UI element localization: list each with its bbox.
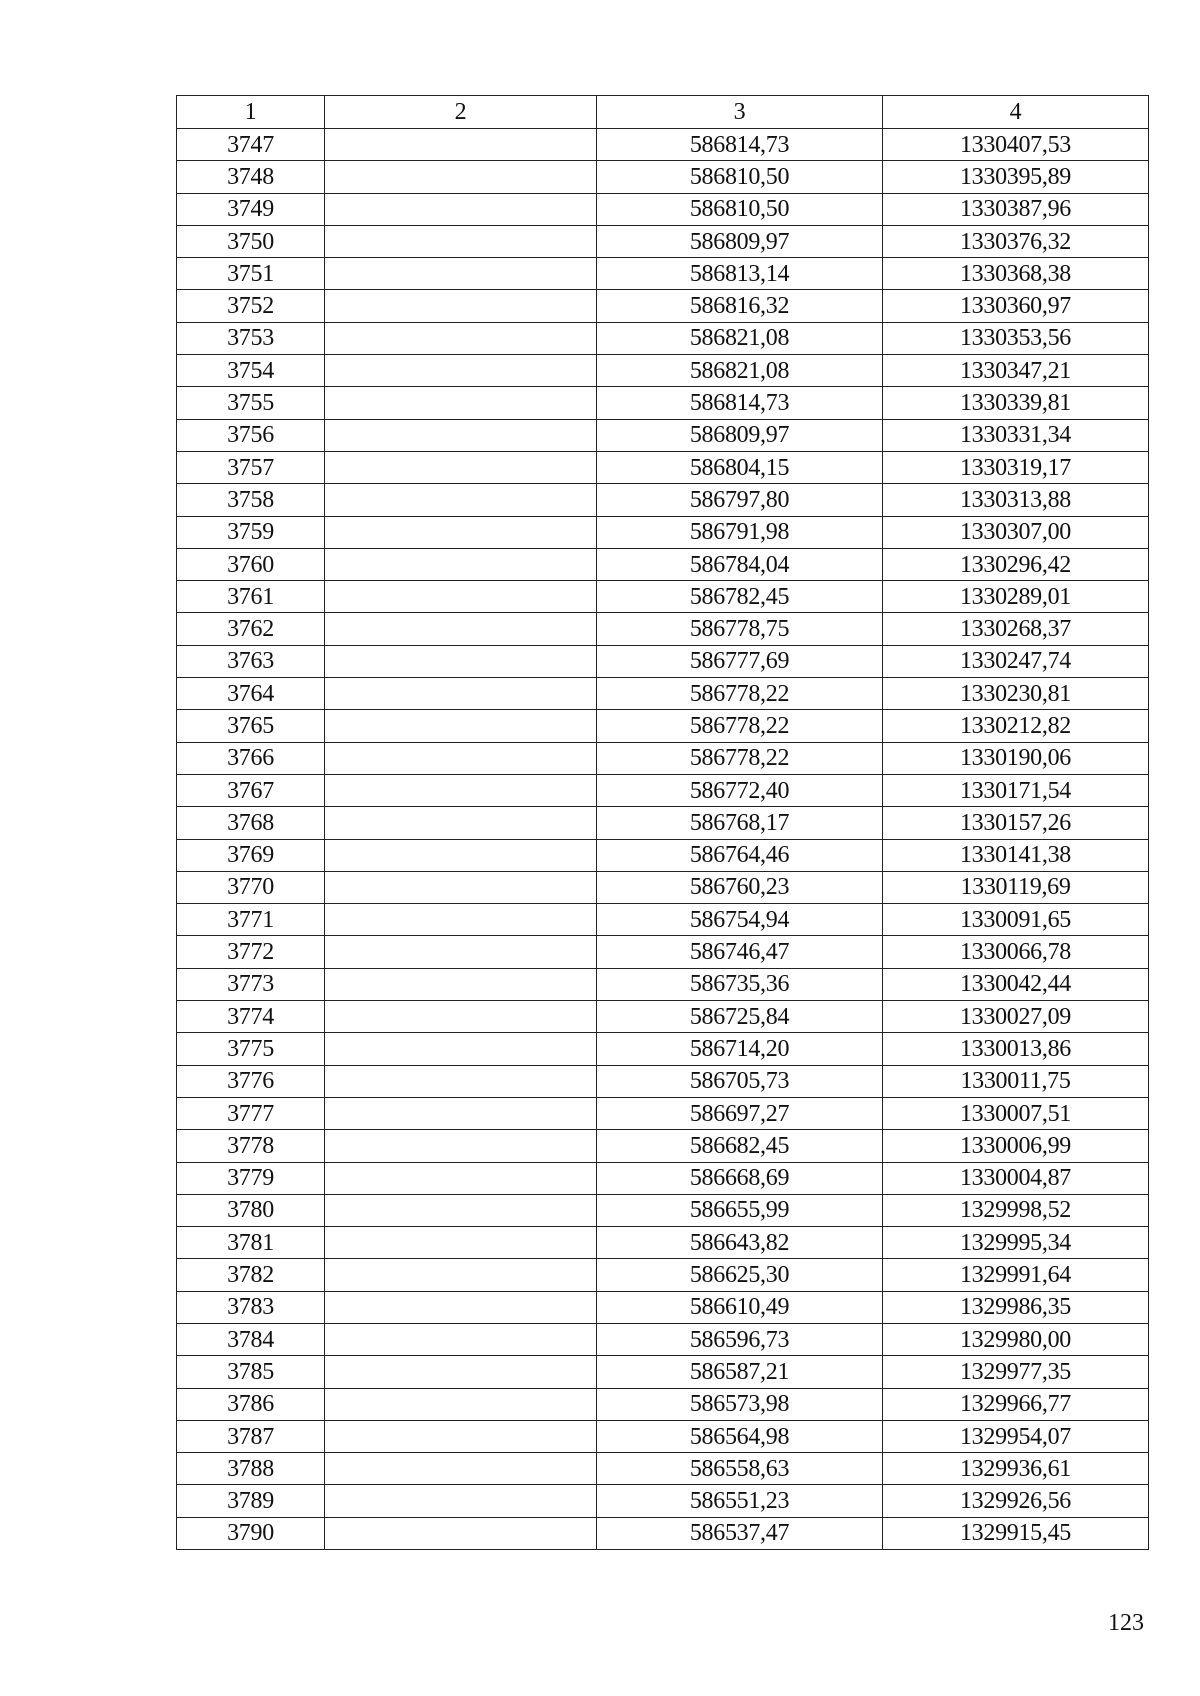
table-cell-col-3: 586768,17 [597, 807, 883, 839]
table-row [177, 161, 1149, 193]
table-cell-col-4: 1330289,01 [883, 581, 1149, 613]
table-row [177, 484, 1149, 516]
table-cell-col-3: 586558,63 [597, 1453, 883, 1485]
table-row [177, 451, 1149, 483]
table-cell-col-3: 586551,23 [597, 1485, 883, 1517]
table-cell-col-4: 1330307,00 [883, 516, 1149, 548]
table-row [177, 807, 1149, 839]
table-row [177, 1517, 1149, 1549]
table-row [177, 968, 1149, 1000]
table-cell-col-4: 1329991,64 [883, 1259, 1149, 1291]
table-cell-col-3: 586625,30 [597, 1259, 883, 1291]
table-cell-col-4: 1329926,56 [883, 1485, 1149, 1517]
table-row [177, 1453, 1149, 1485]
table-cell-col-1: 3773 [177, 968, 325, 1000]
table-cell-col-4: 1330091,65 [883, 904, 1149, 936]
table-cell-col-1: 3776 [177, 1065, 325, 1097]
table-cell-col-2 [325, 1001, 597, 1033]
table-row [177, 1485, 1149, 1517]
table-cell-col-4: 1330339,81 [883, 387, 1149, 419]
table-cell-col-1: 3781 [177, 1227, 325, 1259]
table-cell-col-2 [325, 710, 597, 742]
table-cell-col-4: 1330171,54 [883, 774, 1149, 806]
coordinates-table [176, 95, 1149, 1550]
table-cell-col-2 [325, 419, 597, 451]
table-cell-col-3: 586714,20 [597, 1033, 883, 1065]
table-cell-col-2 [325, 581, 597, 613]
table-row [177, 1323, 1149, 1355]
table-cell-col-2 [325, 1162, 597, 1194]
table-cell-col-1: 3778 [177, 1130, 325, 1162]
table-cell-col-1: 3787 [177, 1420, 325, 1452]
table-cell-col-1: 3785 [177, 1356, 325, 1388]
table-row [177, 1420, 1149, 1452]
table-cell-col-1: 3782 [177, 1259, 325, 1291]
table-cell-col-1: 3786 [177, 1388, 325, 1420]
table-cell-col-3: 586809,97 [597, 419, 883, 451]
table-cell-col-1: 3760 [177, 548, 325, 580]
table-row [177, 742, 1149, 774]
table-cell-col-4: 1330157,26 [883, 807, 1149, 839]
table-cell-col-4: 1330011,75 [883, 1065, 1149, 1097]
table-cell-col-1: 3779 [177, 1162, 325, 1194]
table-cell-col-3: 586814,73 [597, 129, 883, 161]
table-cell-col-4: 1330331,34 [883, 419, 1149, 451]
table-row [177, 839, 1149, 871]
table-header-row [177, 96, 1149, 129]
table-row [177, 1162, 1149, 1194]
table-cell-col-4: 1330006,99 [883, 1130, 1149, 1162]
table-cell-col-4: 1329998,52 [883, 1194, 1149, 1226]
table-cell-col-1: 3772 [177, 936, 325, 968]
table-cell-col-3: 586813,14 [597, 258, 883, 290]
table-cell-col-3: 586735,36 [597, 968, 883, 1000]
table-cell-col-2 [325, 1227, 597, 1259]
table-row [177, 322, 1149, 354]
table-row [177, 1227, 1149, 1259]
table-row [177, 1033, 1149, 1065]
table-cell-col-2 [325, 1130, 597, 1162]
table-cell-col-2 [325, 968, 597, 1000]
table-cell-col-2 [325, 548, 597, 580]
table-row [177, 678, 1149, 710]
table-cell-col-1: 3754 [177, 355, 325, 387]
table-cell-col-2 [325, 1517, 597, 1549]
table-cell-col-3: 586573,98 [597, 1388, 883, 1420]
table-cell-col-1: 3758 [177, 484, 325, 516]
table-cell-col-4: 1329966,77 [883, 1388, 1149, 1420]
table-row [177, 936, 1149, 968]
table-cell-col-3: 586725,84 [597, 1001, 883, 1033]
table-row [177, 516, 1149, 548]
table-cell-col-3: 586746,47 [597, 936, 883, 968]
table-row [177, 1001, 1149, 1033]
table-row [177, 1291, 1149, 1323]
table-cell-col-3: 586784,04 [597, 548, 883, 580]
table-cell-col-4: 1330007,51 [883, 1097, 1149, 1129]
table-cell-col-2 [325, 742, 597, 774]
column-header-2: 2 [325, 96, 597, 129]
table-cell-col-2 [325, 1097, 597, 1129]
table-cell-col-3: 586778,75 [597, 613, 883, 645]
table-cell-col-2 [325, 774, 597, 806]
table-row [177, 645, 1149, 677]
table-cell-col-2 [325, 1356, 597, 1388]
table-cell-col-2 [325, 129, 597, 161]
table-cell-col-4: 1330353,56 [883, 322, 1149, 354]
table-cell-col-4: 1329986,35 [883, 1291, 1149, 1323]
table-cell-col-1: 3748 [177, 161, 325, 193]
table-cell-col-1: 3753 [177, 322, 325, 354]
table-row [177, 581, 1149, 613]
table-row [177, 129, 1149, 161]
table-cell-col-2 [325, 839, 597, 871]
table-row [177, 1356, 1149, 1388]
table-cell-col-1: 3763 [177, 645, 325, 677]
table-cell-col-4: 1330042,44 [883, 968, 1149, 1000]
table-cell-col-3: 586655,99 [597, 1194, 883, 1226]
table-cell-col-4: 1329936,61 [883, 1453, 1149, 1485]
table-cell-col-1: 3752 [177, 290, 325, 322]
table-cell-col-2 [325, 258, 597, 290]
table-cell-col-2 [325, 161, 597, 193]
table-cell-col-4: 1330407,53 [883, 129, 1149, 161]
table-cell-col-3: 586643,82 [597, 1227, 883, 1259]
table-cell-col-2 [325, 807, 597, 839]
table-cell-col-4: 1329977,35 [883, 1356, 1149, 1388]
table-cell-col-2 [325, 1291, 597, 1323]
table-cell-col-4: 1330368,38 [883, 258, 1149, 290]
table-row [177, 871, 1149, 903]
table-cell-col-4: 1330141,38 [883, 839, 1149, 871]
table-cell-col-1: 3756 [177, 419, 325, 451]
table-cell-col-3: 586778,22 [597, 742, 883, 774]
table-row [177, 904, 1149, 936]
table-cell-col-3: 586777,69 [597, 645, 883, 677]
table-cell-col-4: 1329954,07 [883, 1420, 1149, 1452]
column-header-3: 3 [597, 96, 883, 129]
table-cell-col-1: 3765 [177, 710, 325, 742]
table-cell-col-4: 1330387,96 [883, 193, 1149, 225]
table-cell-col-2 [325, 645, 597, 677]
table-cell-col-4: 1330190,06 [883, 742, 1149, 774]
table-cell-col-3: 586596,73 [597, 1323, 883, 1355]
table-cell-col-3: 586764,46 [597, 839, 883, 871]
table-cell-col-3: 586760,23 [597, 871, 883, 903]
table-row [177, 387, 1149, 419]
table-row [177, 193, 1149, 225]
table-cell-col-4: 1330395,89 [883, 161, 1149, 193]
table-row [177, 1194, 1149, 1226]
table-cell-col-3: 586754,94 [597, 904, 883, 936]
table-body [177, 129, 1149, 1550]
table-cell-col-1: 3784 [177, 1323, 325, 1355]
table-cell-col-4: 1330013,86 [883, 1033, 1149, 1065]
table-cell-col-1: 3747 [177, 129, 325, 161]
table-cell-col-2 [325, 355, 597, 387]
table-row [177, 1065, 1149, 1097]
table-row [177, 1388, 1149, 1420]
table-row [177, 710, 1149, 742]
table-cell-col-1: 3762 [177, 613, 325, 645]
table-cell-col-1: 3770 [177, 871, 325, 903]
table-cell-col-4: 1330360,97 [883, 290, 1149, 322]
table-cell-col-4: 1329915,45 [883, 1517, 1149, 1549]
table-cell-col-4: 1330347,21 [883, 355, 1149, 387]
table-cell-col-3: 586564,98 [597, 1420, 883, 1452]
table-cell-col-1: 3767 [177, 774, 325, 806]
table-cell-col-2 [325, 1065, 597, 1097]
table-row [177, 1097, 1149, 1129]
table-cell-col-1: 3750 [177, 225, 325, 257]
table-cell-col-4: 1330212,82 [883, 710, 1149, 742]
table-cell-col-2 [325, 904, 597, 936]
table-cell-col-1: 3769 [177, 839, 325, 871]
table-cell-col-2 [325, 225, 597, 257]
table-row [177, 225, 1149, 257]
table-cell-col-2 [325, 290, 597, 322]
table-row [177, 774, 1149, 806]
table-cell-col-2 [325, 613, 597, 645]
table-cell-col-3: 586816,32 [597, 290, 883, 322]
table-cell-col-3: 586682,45 [597, 1130, 883, 1162]
table-cell-col-4: 1330268,37 [883, 613, 1149, 645]
table-cell-col-4: 1330230,81 [883, 678, 1149, 710]
table-cell-col-3: 586821,08 [597, 355, 883, 387]
table-cell-col-4: 1330376,32 [883, 225, 1149, 257]
table-cell-col-1: 3775 [177, 1033, 325, 1065]
table-cell-col-1: 3749 [177, 193, 325, 225]
table-cell-col-2 [325, 193, 597, 225]
table-cell-col-1: 3780 [177, 1194, 325, 1226]
table-cell-col-2 [325, 516, 597, 548]
table-cell-col-3: 586587,21 [597, 1356, 883, 1388]
table-cell-col-2 [325, 484, 597, 516]
table-cell-col-4: 1330027,09 [883, 1001, 1149, 1033]
table-cell-col-1: 3783 [177, 1291, 325, 1323]
table-cell-col-2 [325, 871, 597, 903]
table-cell-col-2 [325, 322, 597, 354]
table-row [177, 613, 1149, 645]
table-cell-col-1: 3789 [177, 1485, 325, 1517]
table-cell-col-3: 586809,97 [597, 225, 883, 257]
table-cell-col-4: 1330119,69 [883, 871, 1149, 903]
table-cell-col-3: 586705,73 [597, 1065, 883, 1097]
table-cell-col-4: 1330313,88 [883, 484, 1149, 516]
table-cell-col-3: 586697,27 [597, 1097, 883, 1129]
table-cell-col-1: 3777 [177, 1097, 325, 1129]
table-cell-col-4: 1330319,17 [883, 451, 1149, 483]
table-cell-col-3: 586668,69 [597, 1162, 883, 1194]
table-cell-col-4: 1329995,34 [883, 1227, 1149, 1259]
table-cell-col-2 [325, 451, 597, 483]
table-cell-col-4: 1330004,87 [883, 1162, 1149, 1194]
table-cell-col-1: 3751 [177, 258, 325, 290]
column-header-1: 1 [177, 96, 325, 129]
table-cell-col-2 [325, 1453, 597, 1485]
table-cell-col-3: 586778,22 [597, 710, 883, 742]
table-cell-col-1: 3757 [177, 451, 325, 483]
table-cell-col-3: 586610,49 [597, 1291, 883, 1323]
table-row [177, 1130, 1149, 1162]
table-cell-col-3: 586797,80 [597, 484, 883, 516]
table-cell-col-2 [325, 678, 597, 710]
table-cell-col-3: 586782,45 [597, 581, 883, 613]
page-number: 123 [1108, 1610, 1144, 1636]
table-cell-col-3: 586537,47 [597, 1517, 883, 1549]
table-cell-col-4: 1330066,78 [883, 936, 1149, 968]
table-cell-col-1: 3766 [177, 742, 325, 774]
table-cell-col-3: 586772,40 [597, 774, 883, 806]
table-cell-col-1: 3755 [177, 387, 325, 419]
table-cell-col-3: 586821,08 [597, 322, 883, 354]
table-row [177, 258, 1149, 290]
table-cell-col-3: 586778,22 [597, 678, 883, 710]
table-cell-col-1: 3768 [177, 807, 325, 839]
table-cell-col-2 [325, 1388, 597, 1420]
table-cell-col-1: 3774 [177, 1001, 325, 1033]
table-cell-col-1: 3790 [177, 1517, 325, 1549]
table-row [177, 419, 1149, 451]
table-cell-col-1: 3771 [177, 904, 325, 936]
table-cell-col-3: 586810,50 [597, 193, 883, 225]
table-cell-col-4: 1330296,42 [883, 548, 1149, 580]
table-cell-col-3: 586791,98 [597, 516, 883, 548]
table-row [177, 355, 1149, 387]
column-header-4: 4 [883, 96, 1149, 129]
table-cell-col-3: 586814,73 [597, 387, 883, 419]
table-cell-col-2 [325, 1259, 597, 1291]
table-cell-col-2 [325, 1194, 597, 1226]
table-cell-col-1: 3759 [177, 516, 325, 548]
table-cell-col-2 [325, 387, 597, 419]
table-row [177, 290, 1149, 322]
table-cell-col-2 [325, 1323, 597, 1355]
table-cell-col-4: 1329980,00 [883, 1323, 1149, 1355]
table-cell-col-1: 3761 [177, 581, 325, 613]
table-cell-col-1: 3788 [177, 1453, 325, 1485]
table-row [177, 548, 1149, 580]
table-cell-col-1: 3764 [177, 678, 325, 710]
table-cell-col-2 [325, 936, 597, 968]
table-cell-col-3: 586804,15 [597, 451, 883, 483]
table-cell-col-2 [325, 1033, 597, 1065]
table-cell-col-2 [325, 1420, 597, 1452]
table-cell-col-2 [325, 1485, 597, 1517]
table-cell-col-4: 1330247,74 [883, 645, 1149, 677]
table-row [177, 1259, 1149, 1291]
table-cell-col-3: 586810,50 [597, 161, 883, 193]
